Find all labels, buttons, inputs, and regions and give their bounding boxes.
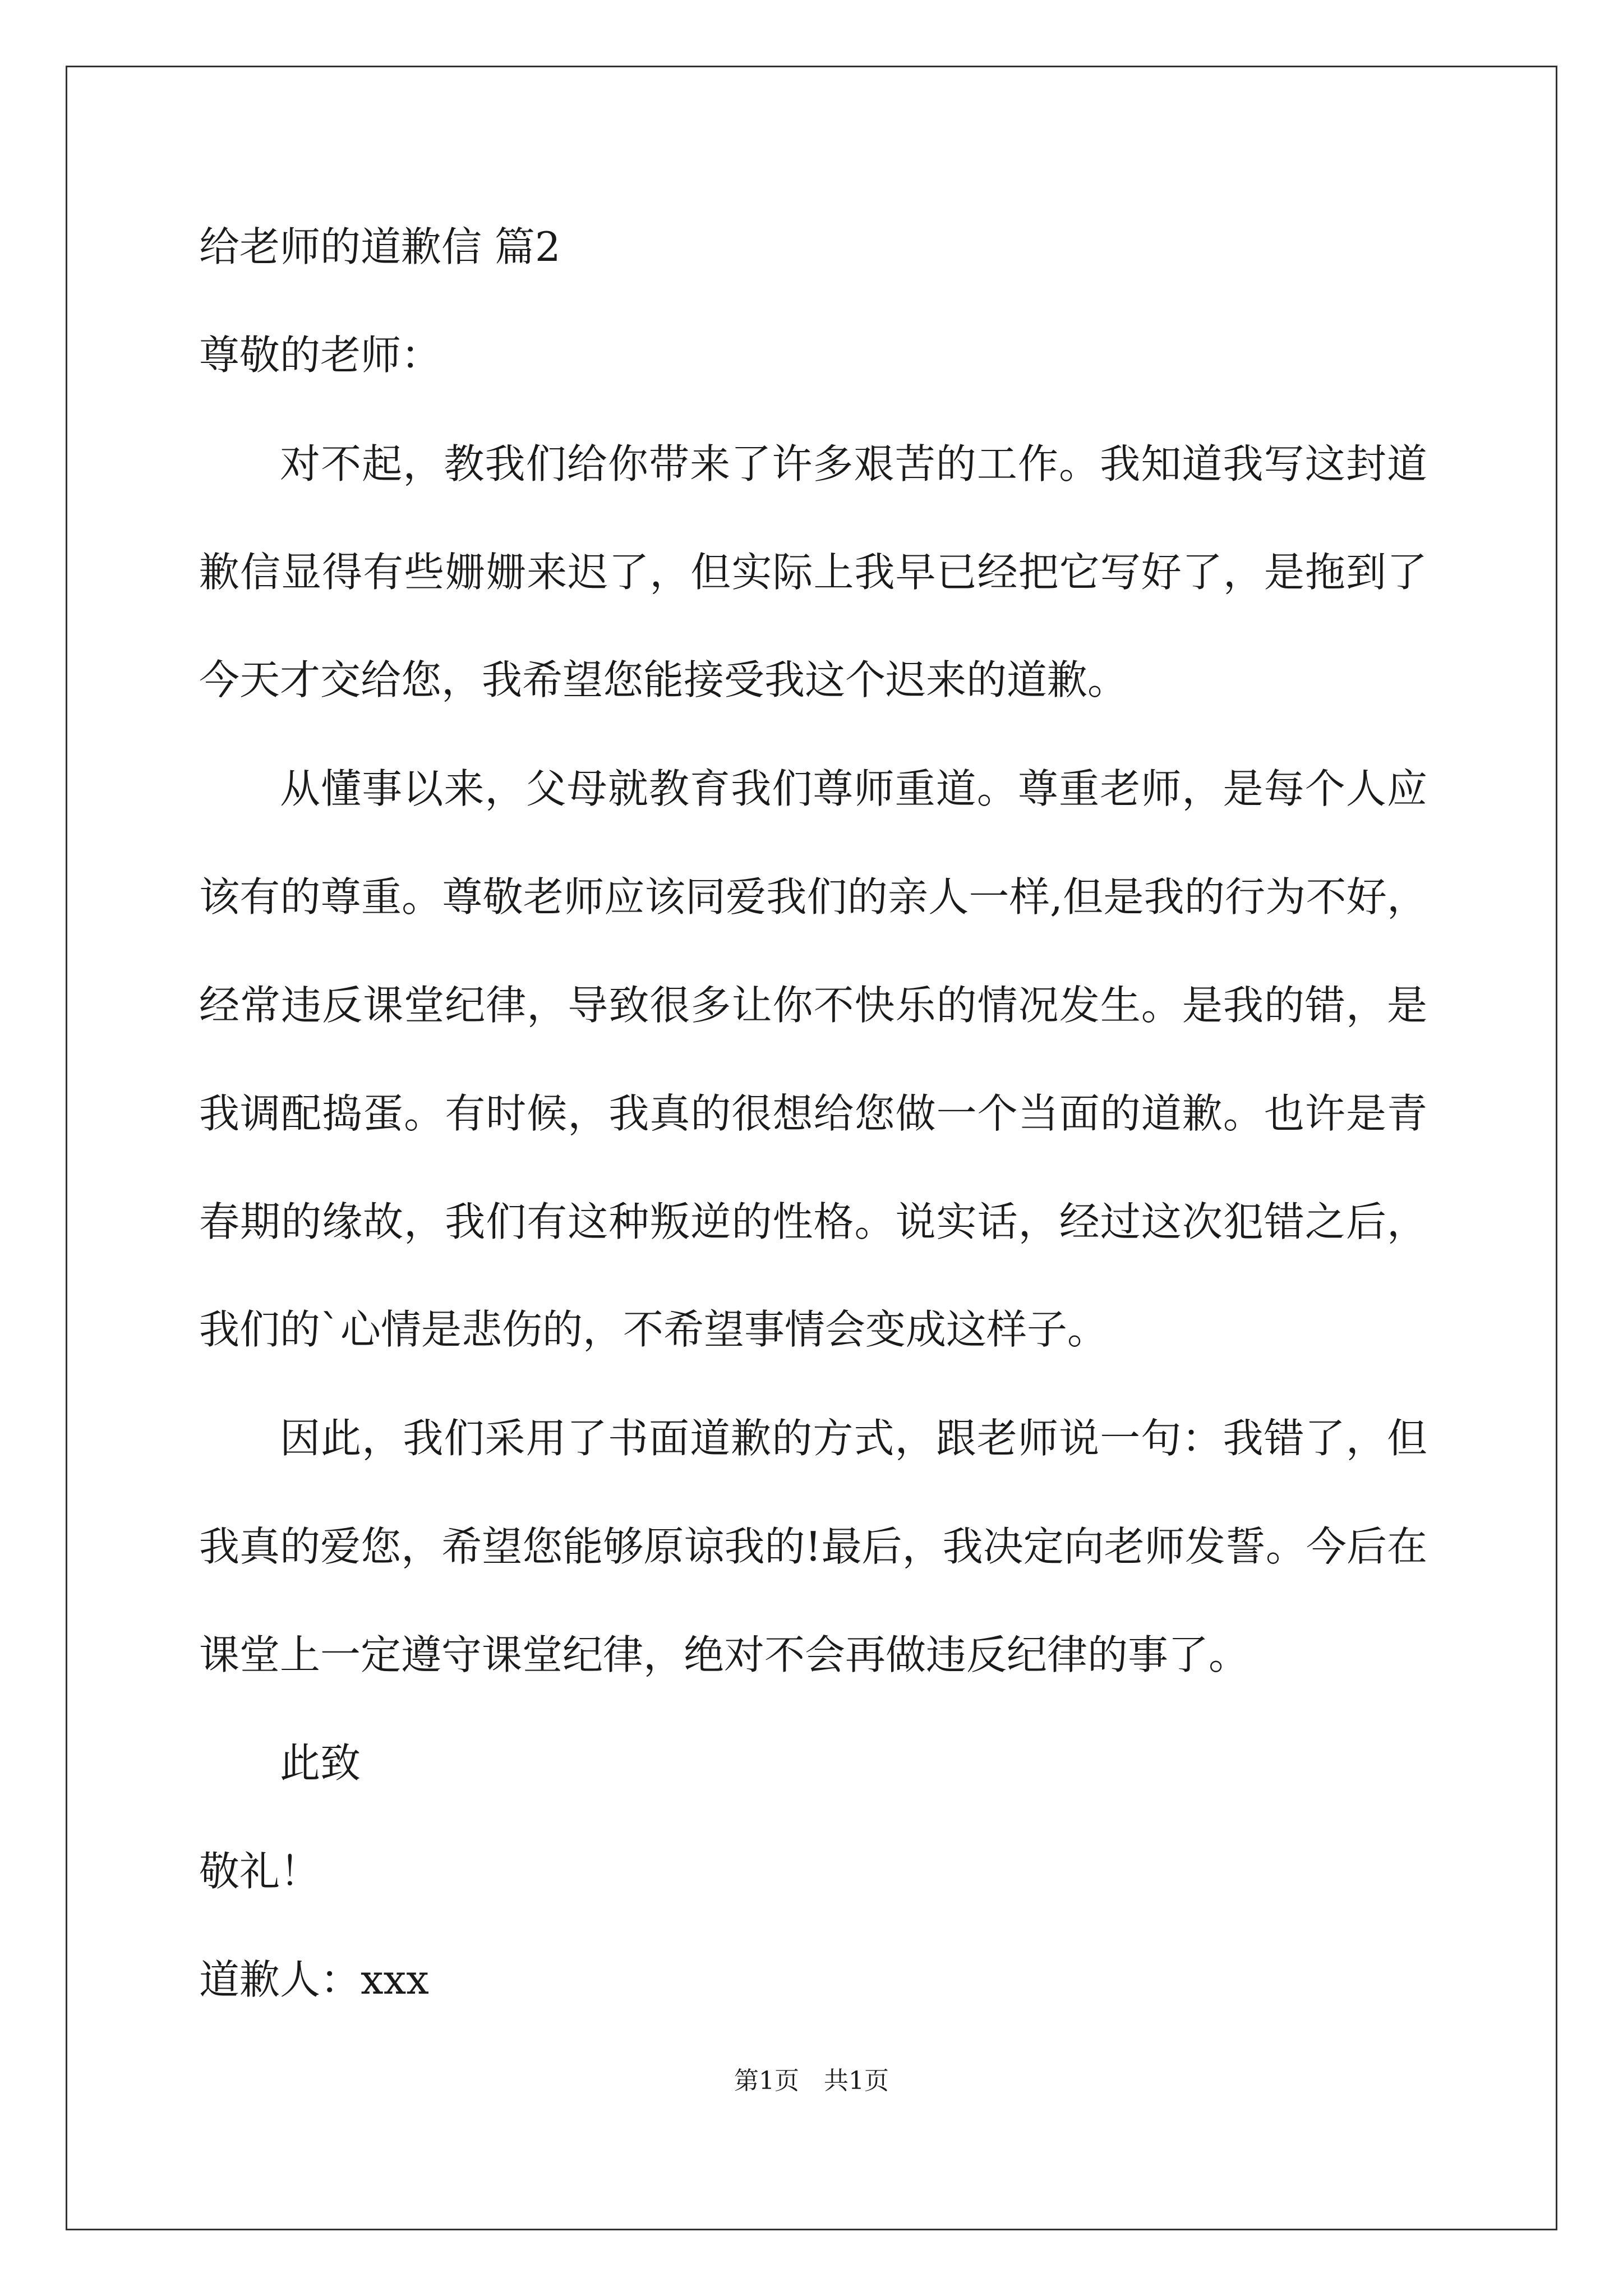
paragraph-3-line-3: 课堂上一定遵守课堂纪律，绝对不会再做违反纪律的事了。 (199, 1631, 1249, 1678)
page-footer: 第1页 共1页 (734, 2067, 889, 2095)
paragraph-2-line-3: 经常违反课堂纪律，导致很多让你不快乐的情况发生。是我的错，是 (199, 982, 1427, 1029)
paragraph-2-line-2: 该有的尊重。尊敬老师应该同爱我们的亲人一样,但是我的行为不好， (199, 873, 1427, 921)
paragraph-2-line-5: 春期的缘故，我们有这种叛逆的性格。说实话，经过这次犯错之后， (199, 1198, 1427, 1245)
page-border (66, 66, 1557, 2230)
document-title: 给老师的道歉信 篇2 (199, 223, 561, 270)
regards: 敬礼！ (199, 1848, 321, 1895)
paragraph-1-line-1: 对不起，教我们给你带来了许多艰苦的工作。我知道我写这封道 (280, 440, 1427, 487)
paragraph-1-line-3: 今天才交给您，我希望您能接受我这个迟来的道歉。 (199, 656, 1128, 703)
paragraph-1-line-2: 歉信显得有些姗姗来迟了，但实际上我早已经把它写好了，是拖到了 (199, 549, 1427, 596)
paragraph-2-line-4: 我调配捣蛋。有时候，我真的很想给您做一个当面的道歉。也许是青 (199, 1090, 1427, 1137)
paragraph-3-line-1: 因此，我们采用了书面道歉的方式，跟老师说一句：我错了，但 (280, 1415, 1427, 1462)
signature: 道歉人：xxx (199, 1956, 429, 2003)
paragraph-2-line-1: 从懂事以来，父母就教育我们尊师重道。尊重老师，是每个人应 (280, 765, 1427, 812)
paragraph-3-line-2: 我真的爱您，希望您能够原谅我的!最后，我决定向老师发誓。今后在 (199, 1523, 1427, 1570)
salutation: 尊敬的老师： (199, 332, 442, 379)
closing: 此致 (280, 1740, 361, 1787)
paragraph-2-line-6: 我们的`心情是悲伤的，不希望事情会变成这样子。 (199, 1306, 1108, 1353)
